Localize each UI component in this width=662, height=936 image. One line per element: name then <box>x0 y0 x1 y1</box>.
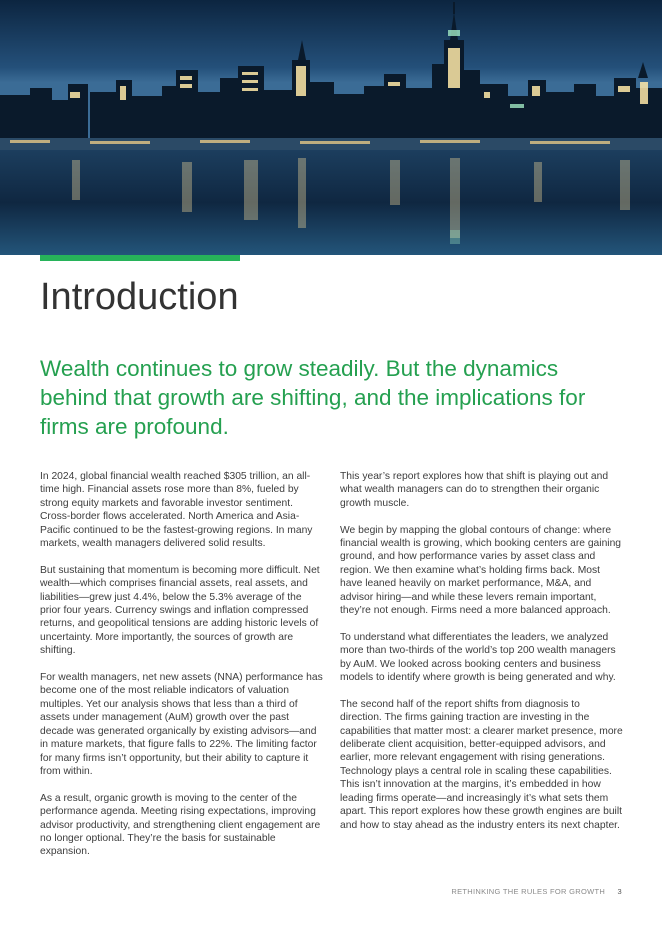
body-paragraph: This year’s report explores how that shift is playing out and what wealth managers can do to strengthen their organic growth muscle. <box>340 471 609 509</box>
body-paragraph: But sustaining that momentum is becoming more difficult. Net wealth—which comprises financial assets, real assets, and liabilities—grew just 4.4%, below the 5.3% average of the prior four years. Currency swings and inflation compressed returns, and geopolitical tensions are adding historic levels of uncertainty. More importantly, the sources of growth are shifting. <box>40 564 320 657</box>
body-paragraph: We begin by mapping the global contours of change: where financial wealth is growing, which booking centers are gaining ground, and how performance varies by asset class and region. We then examine what’s holding firms back. Most have leaned heavily on market performance, M&A, and advisor hiring—and while these levers remain important, they’re not enough. Firms need a more balanced approach. <box>340 524 622 617</box>
left-column <box>40 470 324 872</box>
accent-bar <box>40 255 240 261</box>
page-number: 3 <box>617 887 622 896</box>
hero-skyline-image <box>0 0 662 255</box>
right-column <box>340 470 624 845</box>
page-title: Introduction <box>40 276 239 318</box>
running-title: RETHINKING THE RULES FOR GROWTH <box>451 887 606 896</box>
body-paragraph: For wealth managers, net new assets (NNA) performance has become one of the most reliable indicators of valuation multiples. Yet our analysis shows that less than a third of assets under management (AuM) growth over the past decade was generated organically by existing advisors—and in mature markets, that figure falls to 22%. The limiting factor for many firms isn’t opportunity, but their ability to capture it from within. <box>40 672 323 777</box>
body-paragraph: The second half of the report shifts from diagnosis to direction. The firms gaining traction are investing in the capabilities that matter most: a clearer market presence, more deliberate client acquisition, better-equipped advisors, and earlier, more relevant engagement with rising generations. Technology plays a central role in scaling these capabilities. This isn’t innovation at the margins, it’s embedded in how leading firms operate—and increasingly it’s what sets them apart. This report explores how these growth engines are built and how to stay ahead as the industry enters its next chapter. <box>340 698 623 831</box>
page-footer <box>451 887 622 896</box>
body-paragraph: In 2024, global financial wealth reached $305 trillion, an all-time high. Financial assets rose more than 8%, fueled by strong equity markets and favorable investor sentiment. Cross-border flows accelerated. North America and Asia-Pacific continued to be the fastest-growing regions. In many markets, wealth managers delivered solid results. <box>40 471 313 550</box>
body-paragraph: As a result, organic growth is moving to the center of the performance agenda. Meeting rising expectations, improving advisor productivity, and strengthening client engagement are no longer optional. They’re the basis for sustainable expansion. <box>40 792 321 858</box>
lead-paragraph: Wealth continues to grow steadily. But the dynamics behind that growth are shifting, and the implications for firms are profound. <box>40 356 586 439</box>
body-paragraph: To understand what differentiates the leaders, we analyzed more than two-thirds of the world’s top 200 wealth managers by AuM. We looked across booking centers and business models to identify where growth is being generated and why. <box>340 631 616 684</box>
skyline-illustration <box>0 0 662 255</box>
